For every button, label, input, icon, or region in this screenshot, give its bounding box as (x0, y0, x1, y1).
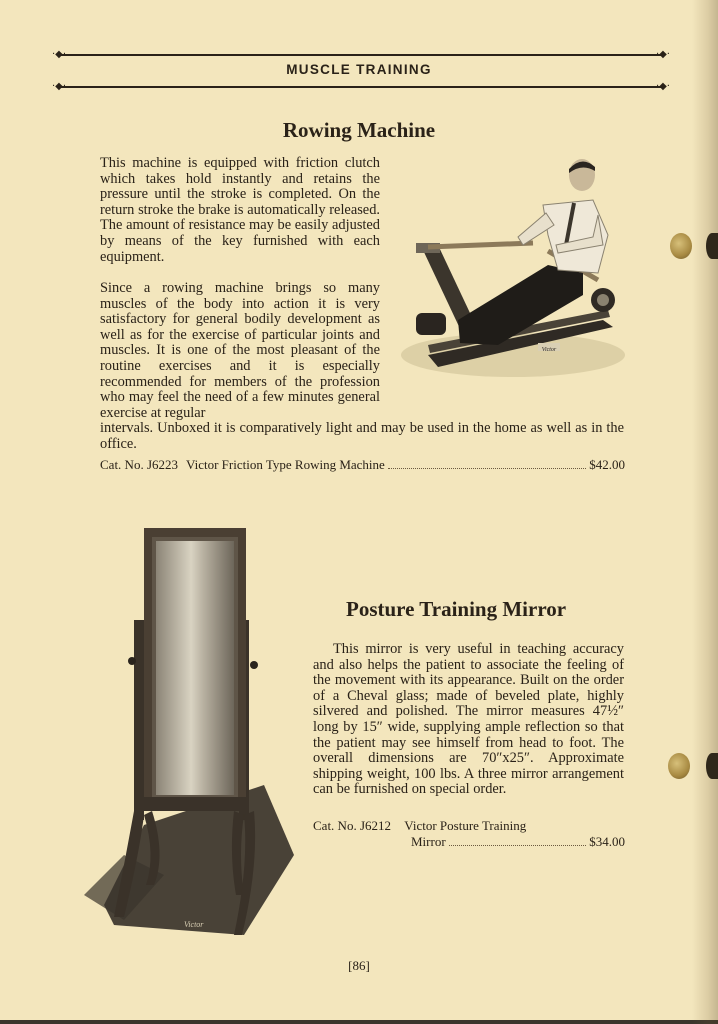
rowing-price: $42.00 (589, 457, 625, 472)
page-number: [86] (348, 958, 370, 973)
leader-dots (449, 845, 587, 846)
mirror-catalog-line (313, 818, 625, 850)
binder-hole-top (670, 233, 692, 259)
rule-ornament-left: ·◆· (52, 81, 67, 92)
rowing-description-2-end: intervals. Unboxed it is comparatively light and may be used in the home as well as in the office. (100, 420, 624, 452)
rule-ornament-left: ·◆· (52, 49, 67, 60)
header-rule-bottom (52, 81, 670, 92)
posture-mirror-title: Posture Training Mirror (346, 597, 567, 621)
binder-hole-top-shadow (706, 233, 718, 259)
mirror-description: This mirror is very useful in teaching accuracy and also helps the patient to associate the feeling of the movement with its appearance. Built on the order of a Cheval glass; made of beveled plate, highly silvered and polished. The mirror measures 47½″ long by 15″ wide, supplying ample reflection so that the patient may see himself from head to foot. The overall dimensions are 70″x25″. Approximate shipping weight, 100 lbs. A three mirror arrangement can be furnished on special order. (313, 641, 624, 798)
binder-hole-bottom-shadow (706, 753, 718, 779)
rowing-description-1: This machine is equipped with friction clutch which takes hold instantly and retains the pressure until the stroke is completed. On the return stroke the brake is automatically released. The amount of resistance may be easily adjusted by means of the key furnished with each equipment. (100, 155, 380, 265)
rowing-description-2: Since a rowing machine brings so many muscles of the body into action it is very satisfactory for general bodily development as well as for the exercise of particular joints and muscles. It is one of the most pleasant of the routine exercises and it is especially recommended for members of the profession who may feel the need of a few minutes general exercise at regular (100, 280, 380, 421)
rule-ornament-right: ·◆· (655, 81, 670, 92)
rowing-catalog-line (100, 457, 625, 473)
binder-hole-bottom (668, 753, 690, 779)
section-title: MUSCLE TRAINING (286, 62, 432, 77)
rowing-product-name: Victor Friction Type Rowing Machine (186, 457, 385, 472)
rowing-catalog-number: Cat. No. J6223 (100, 457, 178, 472)
rowing-brand-mark: Victor (541, 347, 557, 353)
header-rule-top (52, 49, 670, 60)
mirror-brand-mark: Victor (184, 920, 204, 929)
rule-ornament-right: ·◆· (655, 49, 670, 60)
leader-dots (388, 468, 586, 469)
page-bottom-edge (0, 1020, 718, 1024)
posture-mirror-photo (84, 525, 299, 945)
mirror-product-name-2: Mirror (411, 834, 446, 849)
mirror-catalog-number: Cat. No. J6212 (313, 818, 391, 833)
mirror-catalog-row-1 (313, 818, 625, 834)
mirror-price: $34.00 (589, 834, 625, 849)
rowing-machine-photo (398, 155, 626, 377)
mirror-product-name-1: Victor Posture Training (404, 818, 527, 833)
mirror-catalog-row-2 (411, 834, 625, 850)
rowing-machine-title: Rowing Machine (282, 118, 436, 142)
